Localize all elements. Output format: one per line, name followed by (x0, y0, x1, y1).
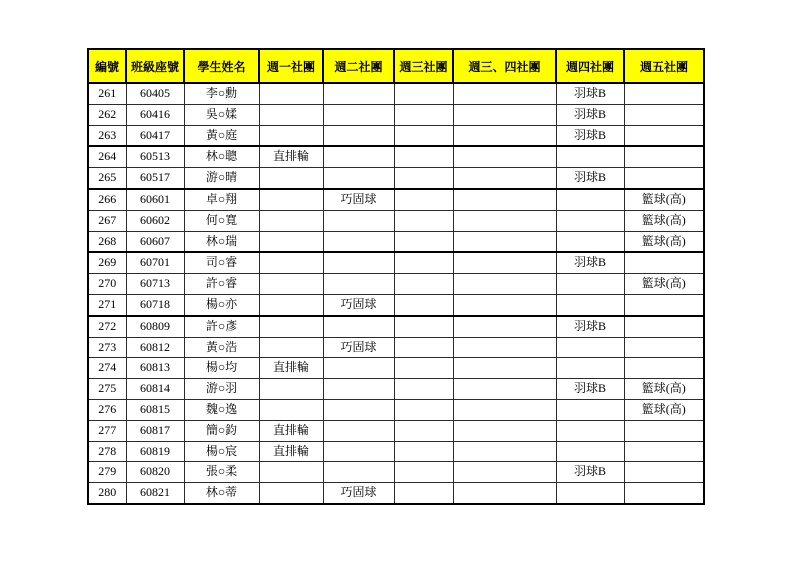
cell-friday-club (624, 83, 704, 104)
cell-class-seat-number: 60417 (126, 125, 184, 146)
table-row (88, 231, 704, 252)
cell-wed-thu-club (453, 441, 556, 462)
table-row (88, 252, 704, 273)
cell-thursday-club (556, 358, 624, 379)
cell-student-name: 李○勳 (184, 83, 259, 104)
cell-wednesday-club (394, 189, 453, 210)
column-header: 週五社團 (624, 49, 704, 83)
column-header: 週二社團 (323, 49, 394, 83)
cell-class-seat-number: 60602 (126, 210, 184, 231)
cell-wednesday-club (394, 462, 453, 483)
cell-tuesday-club (323, 441, 394, 462)
cell-number: 267 (88, 210, 126, 231)
cell-thursday-club: 羽球B (556, 125, 624, 146)
table-row (88, 146, 704, 167)
cell-tuesday-club: 巧固球 (323, 483, 394, 504)
cell-tuesday-club (323, 83, 394, 104)
cell-student-name: 游○羽 (184, 379, 259, 400)
cell-wed-thu-club (453, 125, 556, 146)
cell-thursday-club (556, 420, 624, 441)
cell-wednesday-club (394, 379, 453, 400)
cell-monday-club (259, 462, 323, 483)
cell-thursday-club (556, 483, 624, 504)
cell-friday-club (624, 483, 704, 504)
cell-wednesday-club (394, 316, 453, 337)
cell-wed-thu-club (453, 294, 556, 315)
cell-monday-club (259, 294, 323, 315)
cell-student-name: 司○睿 (184, 252, 259, 273)
cell-wed-thu-club (453, 379, 556, 400)
table-row (88, 420, 704, 441)
cell-wednesday-club (394, 483, 453, 504)
table-row (88, 83, 704, 104)
cell-friday-club (624, 168, 704, 189)
cell-thursday-club (556, 399, 624, 420)
cell-friday-club: 籃球(高) (624, 210, 704, 231)
cell-number: 278 (88, 441, 126, 462)
table-row (88, 189, 704, 210)
cell-student-name: 卓○翔 (184, 189, 259, 210)
cell-wed-thu-club (453, 337, 556, 358)
cell-student-name: 游○晴 (184, 168, 259, 189)
cell-wednesday-club (394, 358, 453, 379)
cell-tuesday-club (323, 316, 394, 337)
cell-monday-club (259, 210, 323, 231)
cell-thursday-club (556, 294, 624, 315)
table-row (88, 274, 704, 295)
cell-student-name: 許○睿 (184, 274, 259, 295)
cell-wednesday-club (394, 231, 453, 252)
cell-number: 271 (88, 294, 126, 315)
cell-thursday-club (556, 337, 624, 358)
column-header: 週一社團 (259, 49, 323, 83)
cell-thursday-club (556, 189, 624, 210)
cell-tuesday-club (323, 379, 394, 400)
cell-thursday-club (556, 146, 624, 167)
cell-monday-club: 直排輪 (259, 146, 323, 167)
club-assignment-table (87, 48, 705, 505)
column-header: 週三、四社團 (453, 49, 556, 83)
cell-friday-club (624, 358, 704, 379)
cell-monday-club (259, 316, 323, 337)
cell-number: 273 (88, 337, 126, 358)
cell-thursday-club (556, 210, 624, 231)
cell-class-seat-number: 60713 (126, 274, 184, 295)
cell-tuesday-club: 巧固球 (323, 294, 394, 315)
cell-wednesday-club (394, 210, 453, 231)
cell-class-seat-number: 60820 (126, 462, 184, 483)
cell-wed-thu-club (453, 420, 556, 441)
cell-tuesday-club (323, 399, 394, 420)
cell-student-name: 許○彥 (184, 316, 259, 337)
cell-class-seat-number: 60701 (126, 252, 184, 273)
cell-number: 270 (88, 274, 126, 295)
cell-friday-club: 籃球(高) (624, 274, 704, 295)
table-row (88, 104, 704, 125)
cell-tuesday-club: 巧固球 (323, 189, 394, 210)
cell-class-seat-number: 60814 (126, 379, 184, 400)
cell-tuesday-club (323, 420, 394, 441)
cell-friday-club (624, 337, 704, 358)
cell-number: 264 (88, 146, 126, 167)
cell-number: 279 (88, 462, 126, 483)
cell-thursday-club (556, 231, 624, 252)
cell-student-name: 黃○浩 (184, 337, 259, 358)
cell-wednesday-club (394, 274, 453, 295)
cell-thursday-club (556, 274, 624, 295)
cell-friday-club: 籃球(高) (624, 379, 704, 400)
table-row (88, 399, 704, 420)
table-row (88, 316, 704, 337)
cell-wed-thu-club (453, 358, 556, 379)
cell-monday-club (259, 83, 323, 104)
table-row (88, 125, 704, 146)
cell-student-name: 楊○亦 (184, 294, 259, 315)
cell-friday-club (624, 441, 704, 462)
cell-thursday-club: 羽球B (556, 252, 624, 273)
cell-wed-thu-club (453, 231, 556, 252)
cell-number: 266 (88, 189, 126, 210)
cell-wed-thu-club (453, 210, 556, 231)
cell-monday-club (259, 231, 323, 252)
cell-wed-thu-club (453, 274, 556, 295)
cell-monday-club (259, 483, 323, 504)
table-row (88, 379, 704, 400)
cell-tuesday-club (323, 125, 394, 146)
cell-wednesday-club (394, 337, 453, 358)
cell-number: 265 (88, 168, 126, 189)
cell-friday-club (624, 252, 704, 273)
cell-monday-club (259, 274, 323, 295)
cell-wed-thu-club (453, 483, 556, 504)
cell-monday-club (259, 104, 323, 125)
cell-wednesday-club (394, 168, 453, 189)
cell-student-name: 林○瑞 (184, 231, 259, 252)
cell-wed-thu-club (453, 316, 556, 337)
cell-number: 275 (88, 379, 126, 400)
column-header: 週四社團 (556, 49, 624, 83)
cell-monday-club (259, 337, 323, 358)
table-body (88, 83, 704, 504)
cell-class-seat-number: 60809 (126, 316, 184, 337)
cell-wed-thu-club (453, 83, 556, 104)
cell-wednesday-club (394, 146, 453, 167)
cell-student-name: 吳○媃 (184, 104, 259, 125)
cell-wednesday-club (394, 441, 453, 462)
cell-thursday-club: 羽球B (556, 316, 624, 337)
cell-student-name: 楊○均 (184, 358, 259, 379)
cell-tuesday-club (323, 146, 394, 167)
cell-student-name: 楊○宸 (184, 441, 259, 462)
table-row (88, 168, 704, 189)
cell-wed-thu-club (453, 189, 556, 210)
cell-class-seat-number: 60815 (126, 399, 184, 420)
cell-number: 276 (88, 399, 126, 420)
cell-friday-club: 籃球(高) (624, 399, 704, 420)
cell-class-seat-number: 60405 (126, 83, 184, 104)
cell-monday-club: 直排輪 (259, 420, 323, 441)
cell-wednesday-club (394, 294, 453, 315)
cell-student-name: 簡○鈞 (184, 420, 259, 441)
cell-monday-club: 直排輪 (259, 441, 323, 462)
cell-wednesday-club (394, 420, 453, 441)
cell-class-seat-number: 60513 (126, 146, 184, 167)
cell-number: 269 (88, 252, 126, 273)
cell-friday-club (624, 316, 704, 337)
cell-class-seat-number: 60607 (126, 231, 184, 252)
column-header: 班級座號 (126, 49, 184, 83)
cell-wed-thu-club (453, 146, 556, 167)
cell-class-seat-number: 60718 (126, 294, 184, 315)
cell-number: 272 (88, 316, 126, 337)
cell-friday-club (624, 104, 704, 125)
cell-wednesday-club (394, 399, 453, 420)
cell-number: 262 (88, 104, 126, 125)
cell-tuesday-club (323, 231, 394, 252)
cell-tuesday-club (323, 274, 394, 295)
cell-tuesday-club (323, 210, 394, 231)
cell-monday-club (259, 125, 323, 146)
cell-tuesday-club (323, 252, 394, 273)
cell-class-seat-number: 60812 (126, 337, 184, 358)
cell-friday-club (624, 462, 704, 483)
cell-tuesday-club: 巧固球 (323, 337, 394, 358)
table-row (88, 462, 704, 483)
cell-friday-club: 籃球(高) (624, 231, 704, 252)
cell-thursday-club: 羽球B (556, 83, 624, 104)
cell-class-seat-number: 60813 (126, 358, 184, 379)
table-row (88, 441, 704, 462)
cell-wed-thu-club (453, 462, 556, 483)
table-row (88, 294, 704, 315)
cell-wed-thu-club (453, 104, 556, 125)
cell-class-seat-number: 60416 (126, 104, 184, 125)
cell-class-seat-number: 60517 (126, 168, 184, 189)
cell-number: 261 (88, 83, 126, 104)
cell-wed-thu-club (453, 168, 556, 189)
cell-friday-club (624, 420, 704, 441)
cell-monday-club (259, 168, 323, 189)
cell-number: 277 (88, 420, 126, 441)
cell-thursday-club: 羽球B (556, 462, 624, 483)
table-row (88, 337, 704, 358)
cell-class-seat-number: 60819 (126, 441, 184, 462)
cell-friday-club (624, 146, 704, 167)
column-header: 學生姓名 (184, 49, 259, 83)
cell-wednesday-club (394, 83, 453, 104)
cell-student-name: 黃○庭 (184, 125, 259, 146)
cell-tuesday-club (323, 104, 394, 125)
cell-wednesday-club (394, 104, 453, 125)
cell-wednesday-club (394, 252, 453, 273)
cell-wednesday-club (394, 125, 453, 146)
cell-number: 274 (88, 358, 126, 379)
table-header (88, 49, 704, 83)
cell-thursday-club: 羽球B (556, 168, 624, 189)
cell-tuesday-club (323, 462, 394, 483)
cell-student-name: 林○蒂 (184, 483, 259, 504)
cell-number: 268 (88, 231, 126, 252)
cell-monday-club (259, 189, 323, 210)
cell-student-name: 何○寬 (184, 210, 259, 231)
cell-class-seat-number: 60817 (126, 420, 184, 441)
column-header: 編號 (88, 49, 126, 83)
cell-thursday-club: 羽球B (556, 379, 624, 400)
column-header: 週三社團 (394, 49, 453, 83)
cell-monday-club: 直排輪 (259, 358, 323, 379)
cell-friday-club (624, 294, 704, 315)
table-row (88, 483, 704, 504)
cell-thursday-club: 羽球B (556, 104, 624, 125)
cell-student-name: 張○柔 (184, 462, 259, 483)
cell-class-seat-number: 60821 (126, 483, 184, 504)
cell-friday-club (624, 125, 704, 146)
table-row (88, 210, 704, 231)
cell-number: 280 (88, 483, 126, 504)
cell-wed-thu-club (453, 399, 556, 420)
cell-class-seat-number: 60601 (126, 189, 184, 210)
cell-monday-club (259, 379, 323, 400)
cell-wed-thu-club (453, 252, 556, 273)
cell-monday-club (259, 252, 323, 273)
cell-number: 263 (88, 125, 126, 146)
cell-friday-club: 籃球(高) (624, 189, 704, 210)
cell-tuesday-club (323, 358, 394, 379)
cell-thursday-club (556, 441, 624, 462)
cell-student-name: 魏○逸 (184, 399, 259, 420)
cell-student-name: 林○聰 (184, 146, 259, 167)
table-row (88, 358, 704, 379)
header-row (88, 49, 704, 83)
cell-monday-club (259, 399, 323, 420)
cell-tuesday-club (323, 168, 394, 189)
